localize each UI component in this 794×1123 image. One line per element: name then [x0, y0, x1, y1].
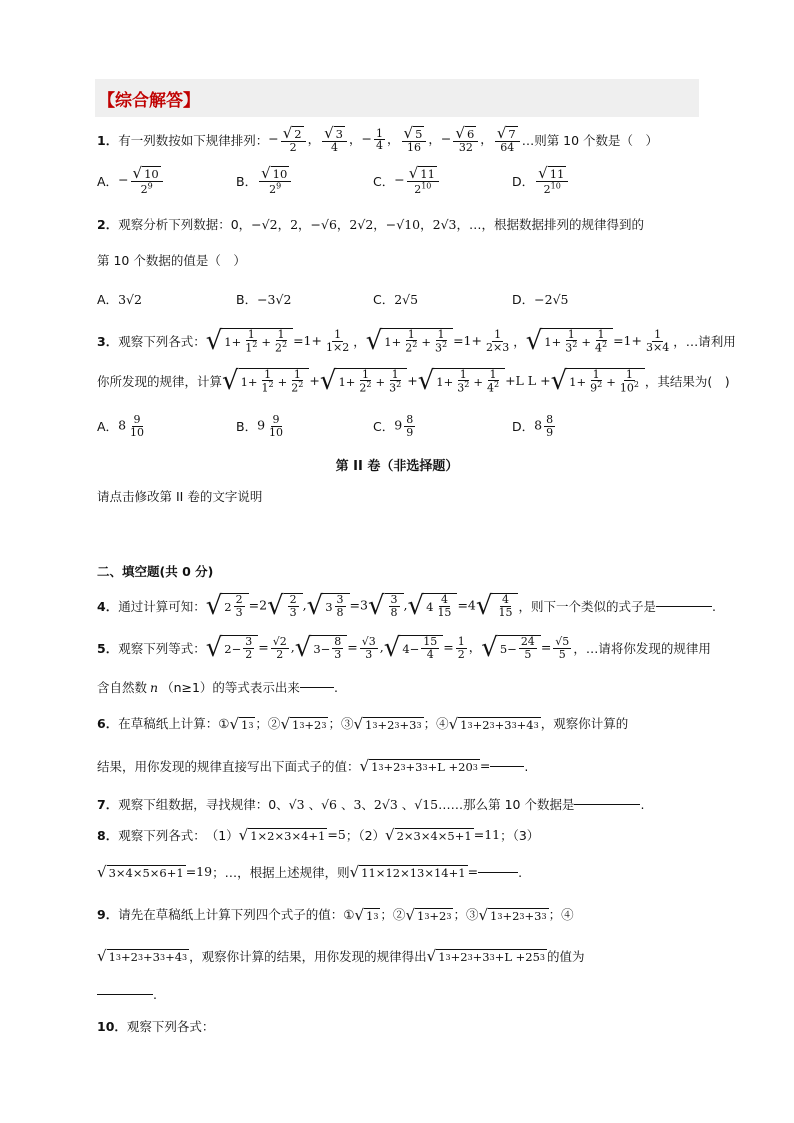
option-label: C． — [373, 292, 395, 307]
question-3-line2 — [97, 363, 730, 399]
formula-2: √ 1+ $\frac{1}{2^2}$ + $\frac{1}{3^2}$ =1+ $\frac{1}{2\times 3}$ — [365, 326, 510, 357]
question-text: 通过计算可知： — [118, 599, 206, 614]
question-text: 含自然数 — [97, 680, 148, 695]
formula: √ 1 3 +2 3 +3 3 +L +25 3 — [426, 947, 546, 965]
option-value: −3√2 — [257, 291, 292, 307]
formula: √ 11×12×13×14+1 = — [349, 863, 479, 881]
sequence-term: − √ 2 2 — [268, 131, 307, 146]
option-label: D． — [512, 419, 535, 435]
option-d[interactable] — [512, 166, 570, 195]
formula: √ 1×2×3×4+1 =5 — [238, 826, 346, 844]
sequence-term: √ 7 64 — [493, 131, 522, 146]
option-d[interactable] — [512, 414, 557, 438]
sequence-terms: −√2，2，−√6，2√2，−√10，2√3 — [251, 217, 457, 232]
option-b[interactable] — [236, 166, 293, 195]
section-title: 【综合解答】 — [98, 91, 200, 111]
option-label: A． — [97, 173, 119, 189]
option-value: −2√5 — [534, 291, 569, 307]
question-tail: ，其结果为( ) — [644, 374, 730, 389]
question-tail: ，则下一个类似的式子是 — [518, 599, 656, 614]
question-4 — [97, 590, 716, 622]
sequence-terms: − √ 2 2 ， √ 3 4 ，− $\frac{1}{4}$ ， √ 5 16 ，− √ 6 32 ， √ 7 64 — [268, 126, 521, 154]
question-tail: ……那么第 10 个数据是 — [438, 797, 575, 812]
option-c[interactable] — [373, 166, 441, 195]
question-2 — [97, 212, 644, 236]
part-label: （1） — [205, 828, 239, 843]
question-number: 9． — [97, 907, 119, 922]
option-label: B． — [236, 173, 258, 189]
period: . — [640, 796, 645, 812]
answer-blank[interactable] — [478, 872, 518, 873]
formula-3: √ 1+ $\frac{1}{3^2}$ + $\frac{1}{4^2}$ =1+ $\frac{1}{3\times 4}$ — [525, 326, 670, 357]
formula: √ 3×4×5×6+1 =19 — [97, 863, 213, 881]
sequence-term: √ 3 4 — [320, 131, 349, 146]
option-label: A． — [97, 419, 119, 435]
question-5-line2 — [97, 677, 338, 697]
variable: n — [150, 679, 159, 695]
question-9-line2 — [97, 945, 585, 967]
question-tail: …则第 10 个数是（ ） — [521, 133, 659, 148]
question-tail: ，…请将你发现的规律用 — [573, 641, 711, 656]
question-text: 观察分析下列数据：0， — [118, 217, 252, 232]
answer-blank[interactable] — [97, 994, 153, 995]
question-text: 请先在草稿纸上计算下列四个式子的值： — [118, 907, 344, 922]
option-b[interactable] — [236, 290, 291, 308]
question-5 — [97, 632, 711, 664]
part-label: ；（3） — [500, 828, 540, 843]
question-number: 2． — [97, 217, 119, 232]
option-value: 9 $\frac{8}{9}$ — [394, 413, 414, 439]
part-2-title: 第 II 卷（非选择题） — [335, 459, 459, 474]
formula-1: √ 1+ $\frac{1}{1^2}$ + $\frac{1}{2^2}$ =1+ $\frac{1}{1\times 2}$ — [205, 326, 350, 357]
option-c[interactable] — [373, 290, 418, 308]
question-text: 你所发现的规律，计算 — [97, 374, 223, 389]
question-text: 观察下列各式： — [118, 828, 206, 843]
period: . — [153, 986, 157, 1002]
option-value: 9 $\frac{9}{10}$ — [257, 413, 284, 439]
question-8 — [97, 824, 539, 846]
option-a[interactable] — [97, 290, 142, 308]
question-tail: ，观察你计算的 — [540, 716, 629, 731]
question-text: 在草稿纸上计算： — [118, 716, 219, 731]
formula: √ 1 3 +2 3 +3 3 +L +20 3 = — [359, 757, 491, 775]
sequence-term: − √ 6 32 — [441, 131, 480, 146]
formula: √ 1 3 +2 3 +3 3 +4 3 — [97, 947, 188, 965]
answer-blank[interactable] — [574, 804, 640, 805]
question-7 — [97, 794, 644, 814]
formula: √ 2×3×4×5+1 =11 — [385, 826, 501, 844]
question-number: 8． — [97, 828, 119, 843]
question-10 — [97, 1016, 214, 1036]
question-text: 观察下组数据，寻找规律：0、 — [118, 797, 289, 812]
option-label: B． — [236, 292, 258, 307]
question-text: 第 10 个数据的值是（ ） — [97, 253, 246, 268]
option-value: √ 11 $2^{10}$ — [534, 166, 570, 195]
period: . — [333, 679, 338, 695]
sequence-term: √ 5 16 — [400, 131, 429, 146]
part-2-note: 请点击修改第 II 卷的文字说明 — [97, 489, 263, 504]
question-number: 5． — [97, 641, 119, 656]
question-number: 3． — [97, 334, 119, 349]
option-value: − √ 10 $2^9$ — [118, 166, 165, 195]
question-text: 观察下列各式： — [118, 334, 206, 349]
period: . — [524, 758, 529, 774]
answer-blank[interactable] — [490, 766, 524, 767]
option-a[interactable] — [97, 414, 148, 438]
option-value: − √ 11 $2^{10}$ — [394, 166, 441, 195]
option-value: 8 $\frac{8}{9}$ — [534, 413, 554, 439]
answer-blank[interactable] — [300, 687, 334, 688]
question-number: 10． — [97, 1019, 127, 1034]
sequence-term: − $\frac{1}{4}$ — [361, 126, 383, 153]
option-value: √ 10 $2^9$ — [257, 166, 293, 195]
option-label: B． — [236, 419, 258, 435]
question-6-line2 — [97, 755, 528, 777]
question-6 — [97, 712, 628, 734]
period: . — [518, 864, 523, 880]
question-tail: ，观察你计算的结果，用你发现的规律得出 — [189, 949, 427, 964]
question-tail: ；…，根据上述规律，则 — [212, 865, 350, 880]
option-value: 8 $\frac{9}{10}$ — [118, 413, 145, 439]
question-3: 3． 观察下列各式： √ 1+ $\frac{1}{1^2}$ + $\frac{1}{2^2}$ =1+ $\frac{1}{1\times 2}$ ， √ 1+ $\frac{1}{2^2}$ + $\frac{1}{3^2}$ =1+ $\frac{1}{2\times 3}$ ， √ 1+ $\frac{1}{3^2}$ + $\frac{1}{4^2}$ =1+ $\frac{1}{3\times 4}$ ，…请利用 — [97, 326, 736, 357]
section-2-title: 二、填空题(共 0 分) — [97, 564, 214, 579]
option-label: D． — [512, 292, 535, 307]
question-tail: 的值为 — [547, 949, 585, 964]
formula: ① √ 1 3 ；② √ 1 3 +2 3 ；③ √ 1 3 +2 3 +3 3 ；④ √ 1 3 +2 3 +3 3 +4 3 — [218, 715, 539, 733]
sequence: √3 、√6 、3、2√3 、√15 — [288, 797, 439, 812]
question-number: 1． — [97, 133, 119, 148]
question-tail: ，…，根据数据排列的规律得到的 — [456, 217, 645, 232]
sum-formula: √ 1+ $\frac{1}{1^2}$ + $\frac{1}{2^2}$ + √ 1+ $\frac{1}{2^2}$ + $\frac{1}{3^2}$ + √ 1+ $\frac{1}{3^2}$ + $\frac{1}{4^2}$ +L L + √ 1+ $\frac{1}{9^2}$ + $\frac{1}{10^2}$ — [222, 368, 645, 395]
question-8-line2 — [97, 861, 522, 883]
option-value: 2√5 — [394, 291, 419, 307]
question-number: 7． — [97, 797, 119, 812]
option-label: A． — [97, 292, 119, 307]
formula: √ 2 $\frac{2}{3}$ =2 √ $\frac{2}{3}$ , √ 3 $\frac{3}{8}$ =3 √ $\frac{3}{8}$ , √ 4 $\frac{4}{15}$ =4 √ $\frac{4}{15}$ — [206, 593, 519, 619]
question-text: 观察下列等式： — [118, 641, 206, 656]
option-d[interactable] — [512, 290, 569, 308]
option-a[interactable] — [97, 166, 165, 195]
formula: √ 2− $\frac{3}{2}$ = $\frac{√2}{2}$ , √ 3− $\frac{8}{3}$ = $\frac{√3}{3}$ , √ 4− $\frac{15}{4}$ = $\frac{1}{2}$ ， √ 5− $\frac{24}{5}$ = $\frac{√5}{5}$ — [205, 633, 570, 663]
option-value: 3√2 — [118, 291, 142, 307]
question-9 — [97, 903, 574, 925]
option-label: C． — [373, 173, 395, 189]
option-c[interactable] — [373, 414, 417, 438]
question-2-line2 — [97, 250, 246, 270]
formula: ① √ 1 3 ；② √ 1 3 +2 3 ；③ √ 1 3 +2 3 +3 3 ；④ — [343, 906, 574, 924]
answer-blank[interactable] — [656, 606, 712, 607]
question-text: 结果，用你发现的规律直接写出下面式子的值： — [97, 759, 360, 774]
question-number: 6． — [97, 716, 119, 731]
question-text: （n≥1）的等式表示出来 — [161, 680, 300, 695]
question-1 — [97, 124, 658, 156]
question-tail: ，…请利用 — [673, 334, 736, 349]
option-label: C． — [373, 419, 395, 435]
question-text: 有一列数按如下规律排列： — [118, 133, 269, 148]
period: . — [711, 598, 716, 614]
question-text: 观察下列各式： — [126, 1019, 215, 1034]
option-b[interactable] — [236, 414, 287, 438]
part-label: ；（2） — [345, 828, 386, 843]
question-9-line3 — [97, 984, 157, 1004]
question-number: 4． — [97, 599, 119, 614]
option-label: D． — [512, 173, 535, 189]
